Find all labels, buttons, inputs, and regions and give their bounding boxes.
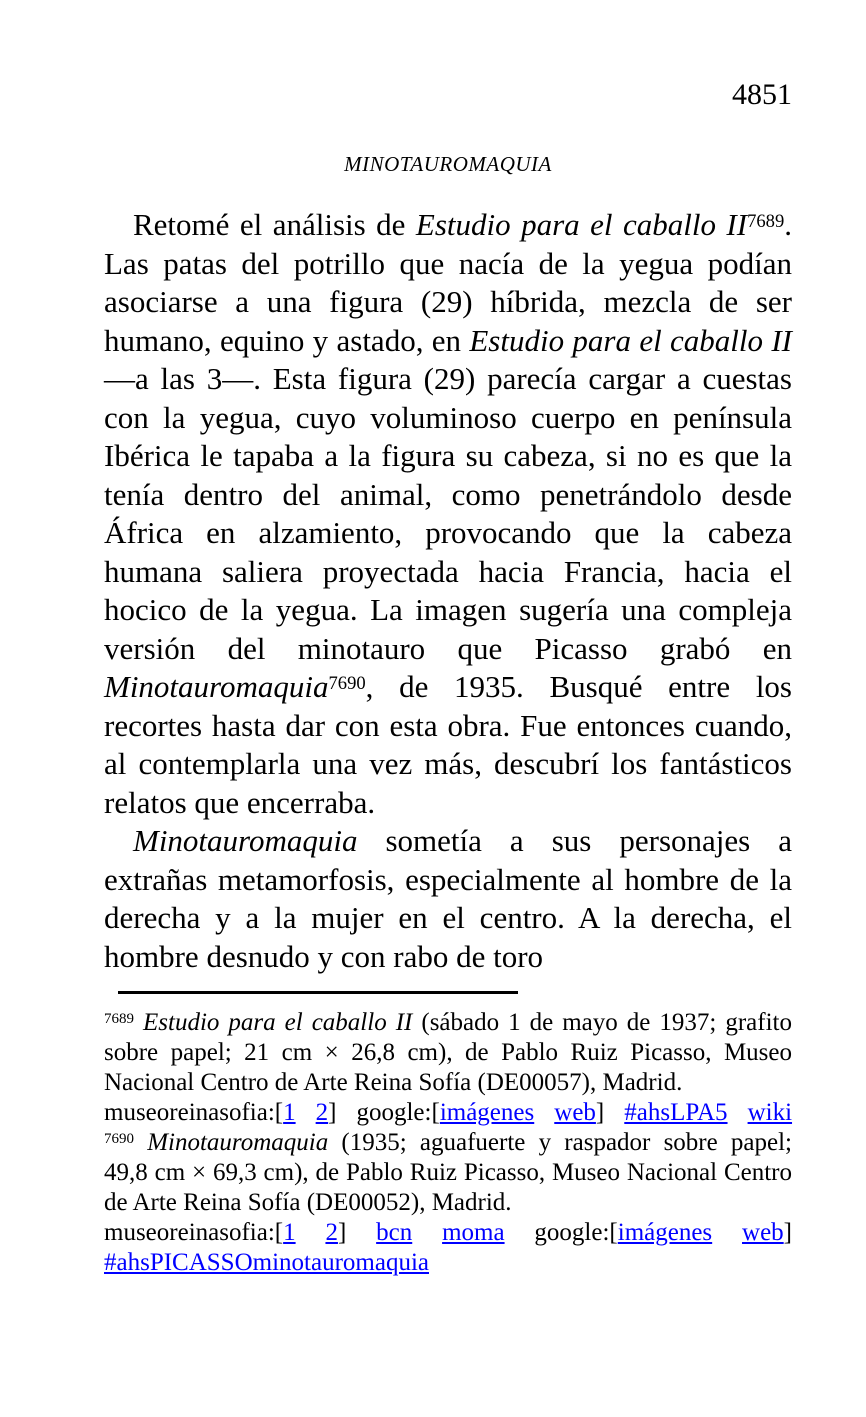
body-text [104, 206, 792, 976]
text-run: museoreinasofia:[ [104, 1219, 284, 1246]
text-run: ] [595, 1099, 625, 1126]
text-run: ] google:[ [328, 1099, 440, 1126]
text-run: museoreinasofia:[ [104, 1099, 284, 1126]
text-run: google:[ [504, 1219, 618, 1246]
link-wiki[interactable]: wiki [747, 1099, 793, 1126]
work-title-minotauromaquia: Minotauromaquia [104, 669, 329, 704]
link-ahsLPA5[interactable]: #ahsLPA5 [624, 1099, 728, 1126]
text-run [296, 1099, 316, 1126]
link-museoreinasofia-1[interactable]: 1 [283, 1099, 296, 1126]
text-run [534, 1099, 554, 1126]
text-run: —a las 3—. Esta figura (29) parecía cargar a cuestas con la yegua, cuyo voluminoso cuerpo en península Ibérica le tapaba a la figura su cabeza, si no es que la tenía dentro del animal, como penetrándolo desde África en alzamiento, provocando que la cabeza humana saliera proyectada hacia Francia, hacia el hocico de la yegua. La imagen sugería una compleja versión del minotauro que Picasso grabó en [104, 361, 792, 666]
text-run [412, 1219, 442, 1246]
work-title-estudio-para-el-caballo-ii: Estudio para el caballo II [415, 207, 748, 242]
text-run [134, 1129, 147, 1156]
link-museoreinasofia-2[interactable]: 2 [325, 1219, 338, 1246]
text-run: . Las patas del potrillo que nacía de la yegua podían asociarse a una figura (29) híbrida, mezcla de ser humano, equino y astado, en [104, 207, 792, 358]
text-run: sometía a sus personajes a extrañas metamorfosis, especialmente al hombre de la derecha y a la mujer en el centro. A la derecha, el hombre desnudo y con rabo de toro [104, 823, 792, 974]
page-number: 4851 [732, 78, 792, 111]
link-moma[interactable]: moma [442, 1219, 505, 1246]
footnote-7689 [104, 1008, 792, 1128]
link-museoreinasofia-1[interactable]: 1 [283, 1219, 296, 1246]
body-paragraph-1 [104, 206, 792, 822]
text-run [712, 1219, 742, 1246]
text-run: (sábado 1 de mayo de 1937; grafito sobre papel; 21 cm × 26,8 cm), de Pablo Ruiz Picasso, Museo Nacional Centro de Arte Reina Sofía (DE00057), Madrid. [104, 1009, 792, 1096]
text-run: Retomé el análisis de [133, 207, 416, 242]
footnote-7690 [104, 1128, 792, 1278]
link-google-web[interactable]: web [554, 1099, 596, 1126]
footnote-ref-7690: 7690 [328, 672, 366, 694]
text-run: ] [783, 1219, 792, 1246]
footnote-7690-links [104, 1218, 792, 1278]
work-title-estudio-para-el-caballo-ii: Estudio para el caballo II [469, 322, 793, 358]
footnote-marker-7690: 7690 [104, 1131, 134, 1148]
footnote-7689-links [104, 1098, 792, 1128]
work-title-minotauromaquia: Minotauromaquia [147, 1129, 329, 1156]
link-ahsPICASSOminotauromaquia[interactable]: #ahsPICASSOminotauromaquia [104, 1249, 429, 1276]
text-run [728, 1099, 748, 1126]
link-google-imagenes[interactable]: imágenes [439, 1099, 535, 1126]
text-run: (1935; aguafuerte y raspador sobre papel; 49,8 cm × 69,3 cm), de Pablo Ruiz Picasso, Museo Nacional Centro de Arte Reina Sofía (DE00052), Madrid. [104, 1129, 792, 1216]
link-bcn[interactable]: bcn [376, 1219, 413, 1246]
body-paragraph-2 [104, 822, 792, 976]
chapter-heading: MINOTAUROMAQUIA [344, 152, 552, 176]
link-google-web[interactable]: web [742, 1219, 784, 1246]
work-title-minotauromaquia: Minotauromaquia [133, 823, 358, 858]
footnote-ref-7689: 7689 [747, 210, 785, 232]
text-run: ] [337, 1219, 377, 1246]
text-run [296, 1219, 326, 1246]
footnote-separator [118, 991, 518, 994]
text-run [134, 1009, 143, 1036]
footnote-7689-text [104, 1008, 792, 1098]
text-run: , de 1935. Busqué entre los recortes hasta dar con esta obra. Fue entonces cuando, al contemplarla una vez más, descubrí los fantásticos relatos que encerraba. [104, 669, 792, 820]
footnote-7690-text [104, 1128, 792, 1218]
link-google-imagenes[interactable]: imágenes [617, 1219, 713, 1246]
footnotes-section [104, 1008, 792, 1278]
work-title-estudio-para-el-caballo-ii: Estudio para el caballo II [143, 1009, 413, 1036]
link-museoreinasofia-2[interactable]: 2 [315, 1099, 329, 1126]
footnote-marker-7689: 7689 [104, 1011, 134, 1028]
